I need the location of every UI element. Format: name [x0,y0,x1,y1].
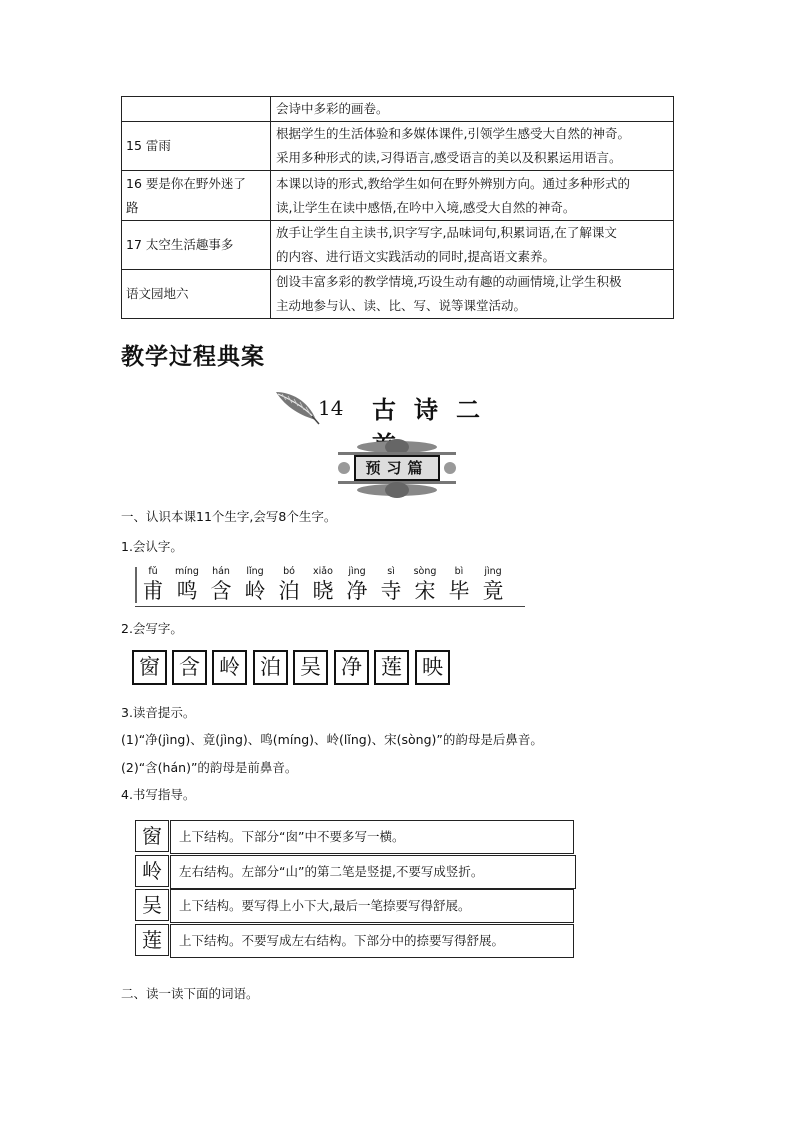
lesson-cell: 17 太空生活趣事多 [122,221,271,270]
desc-cell: 放手让学生自主读书,识字写字,品味词句,积累词语,在了解课文 的内容、进行语文实践活动的同时,提高语文素养。 [271,221,674,270]
table-row [122,270,674,319]
lesson-cell: 15 雷雨 [122,122,271,171]
guide-text: 上下结构。要写得上小下大,最后一笔捺要写得舒展。 [170,889,574,923]
char-cell: xiǎo 晓 [312,566,334,603]
guide-char: 吴 [135,889,169,921]
guide-char: 莲 [135,924,169,956]
table-row [122,97,674,122]
table-row [122,122,674,171]
char-cell: bì 毕 [448,566,470,603]
write-char-box: 映 [415,650,450,685]
guide-text: 上下结构。下部分“囱”中不要多写一横。 [170,820,574,854]
lesson-cell: 语文园地六 [122,270,271,319]
guide-text: 上下结构。不要写成左右结构。下部分中的捺要写得舒展。 [170,924,574,958]
part2-heading: 二、读一读下面的词语。 [121,986,259,1001]
write-char-box: 莲 [374,650,409,685]
write-char-box: 泊 [253,650,288,685]
desc-cell: 本课以诗的形式,教给学生如何在野外辨别方向。通过多种形式的 读,让学生在读中感悟,在吟中入境,感受大自然的神奇。 [271,171,674,221]
char-cell: míng 鸣 [175,566,199,603]
recognize-label: 1.会认字。 [121,539,183,554]
section-title: 教学过程典案 [121,344,265,370]
guide-text: 左右结构。左部分“山”的第二笔是竖提,不要写成竖折。 [170,855,576,889]
char-cell: lǐng 岭 [244,566,266,603]
desc-cell: 会诗中多彩的画卷。 [271,97,674,122]
write-label: 2.会写字。 [121,621,183,636]
write-char-box: 净 [334,650,369,685]
write-char-box: 吴 [293,650,328,685]
write-char-box: 含 [172,650,207,685]
char-cell: jìng 竟 [482,566,504,603]
char-cell: hán 含 [210,566,232,603]
lesson-number: 14 [318,396,344,420]
pronunciation-note: (1)“净(jìng)、竟(jìng)、鸣(míng)、岭(lǐng)、宋(sòng)”的韵母是后鼻音。 [121,732,543,747]
table-row [122,171,674,221]
pinyin-chars-row [135,566,525,607]
lesson-name: 古诗二 [372,396,498,424]
lesson-table [121,96,674,319]
char-cell: fǔ 甫 [142,566,164,603]
writing-guide-label: 4.书写指导。 [121,787,196,802]
guide-char: 窗 [135,820,169,852]
desc-cell: 创设丰富多彩的教学情境,巧设生动有趣的动画情境,让学生积极 主动地参与认、读、比、写、说等课堂活动。 [271,270,674,319]
part1-heading: 一、认识本课11个生字,会写8个生字。 [121,509,337,524]
pronunciation-note: (2)“含(hán)”的韵母是前鼻音。 [121,760,298,775]
char-cell: sòng 宋 [413,566,437,603]
preview-banner [330,438,464,498]
char-cell: jìng 净 [346,566,368,603]
desc-cell: 根据学生的生活体验和多媒体课件,引领学生感受大自然的神奇。 采用多种形式的读,习得语言,感受语言的美以及积累运用语言。 [271,122,674,171]
lesson-cell [122,97,271,122]
guide-char: 岭 [135,855,169,887]
banner-label: 预习篇 [354,455,440,481]
table-row [122,221,674,270]
lesson-cell: 16 要是你在野外迷了路 [122,171,271,221]
char-cell: bó 泊 [278,566,300,603]
feather-icon [272,386,320,426]
char-cell: sì 寺 [380,566,402,603]
pronunciation-label: 3.读音提示。 [121,705,196,720]
write-char-box: 窗 [132,650,167,685]
lesson-title [272,386,532,428]
write-char-box: 岭 [212,650,247,685]
